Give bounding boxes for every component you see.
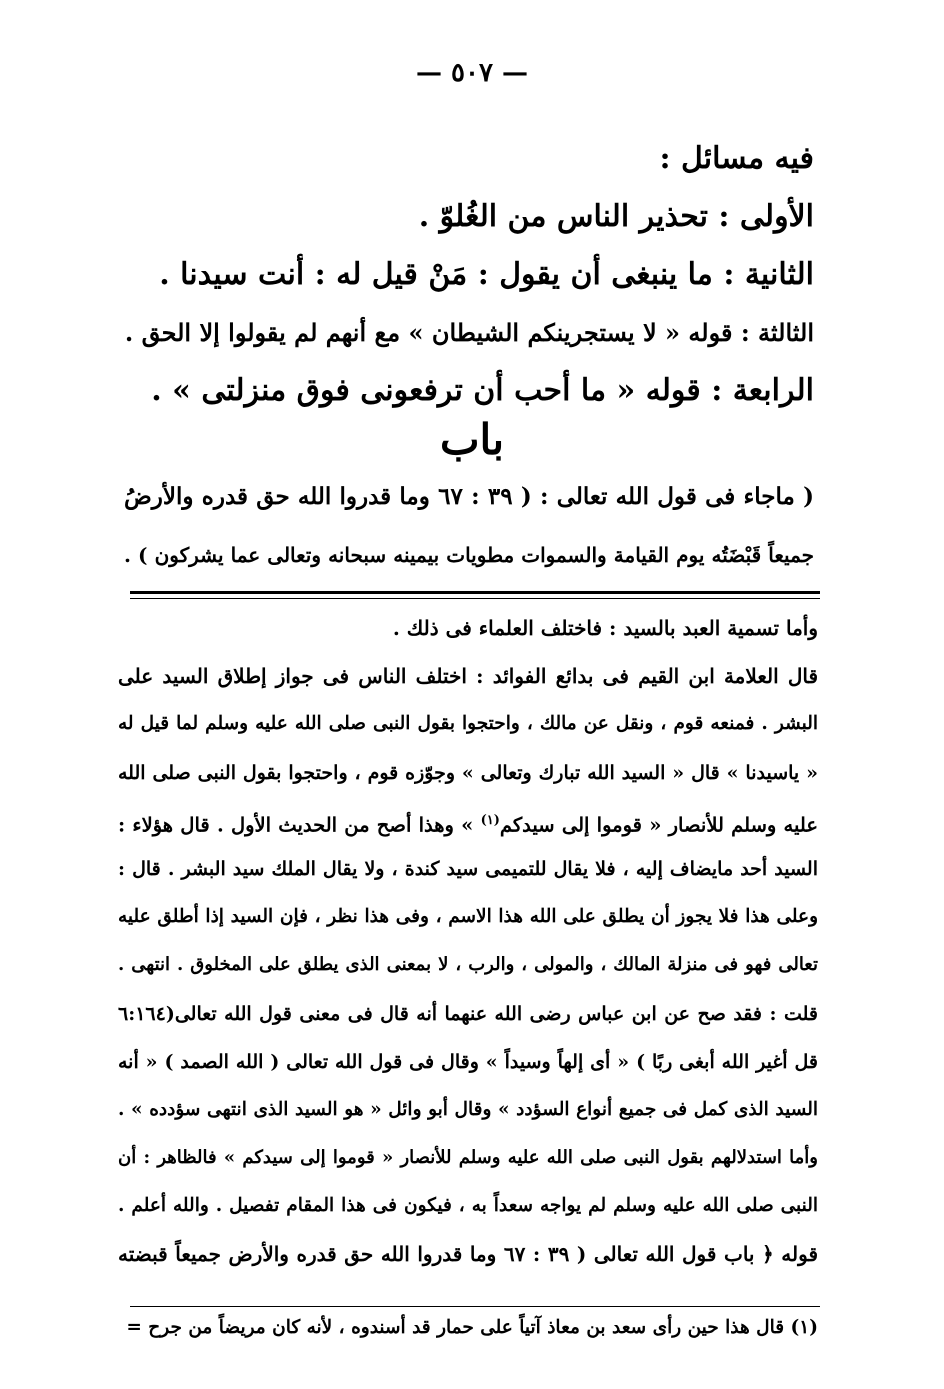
chapter-heading: باب — [439, 415, 505, 464]
issues-section — [114, 130, 814, 420]
commentary-line: وأما استدلالهم بقول النبى صلى الله عليه وسلم للأنصار « قوموا إلى سيدكم » فالظاهر : أن — [118, 1147, 818, 1169]
commentary-line: تعالى فهو فى منزلة المالك ، والمولى ، والرب ، لا بمعنى الذى يطلق على المخلوق . انتهى . — [118, 954, 818, 976]
chapter-title-line: ( ماجاء فى قول الله تعالى : ( ٣٩ : ٦٧ وما قدروا الله حق قدره والأرضُ — [124, 483, 814, 510]
commentary-line: قلت : فقد صح عن ابن عباس رضى الله عنهما أنه قال فى معنى قول الله تعالى(٦:١٦٤ — [118, 1002, 818, 1025]
commentary-section — [118, 604, 818, 1279]
footnote-marker: (١) — [480, 812, 500, 828]
section-divider — [130, 591, 820, 594]
commentary-line: وعلى هذا فلا يجوز أن يطلق على الله هذا الاسم ، وفى هذا نظر ، فإن السيد إذا أطلق عليه — [118, 906, 818, 928]
commentary-line: قوله ﴿ باب قول الله تعالى ( ٣٩ : ٦٧ وما قدروا الله حق قدره والأرض جميعاً قبضته — [118, 1242, 819, 1267]
chapter-title — [124, 468, 814, 584]
issue-item: الثالثة : قوله « لا يستجرينكم الشيطان » مع أنهم لم يقولوا إلا الحق . — [124, 318, 814, 347]
commentary-line-tail: » وهذا أصح من الحديث الأول . قال هؤلاء : — [118, 813, 474, 837]
chapter-title-line: جميعاً قَبْضَتُه يوم القيامة والسموات مطويات بيمينه سبحانه وتعالى عما يشركون ) . — [124, 543, 814, 567]
commentary-line: وأما تسمية العبد بالسيد : فاختلف العلماء فى ذلك . — [392, 616, 818, 640]
commentary-line: قل أغير الله أبغى ربًا ) « أى إلهاً وسيداً » وقال فى قول الله تعالى ( الله الصمد ) « أنه — [118, 1050, 818, 1073]
commentary-line-with-footnote — [118, 797, 818, 845]
commentary-line: السيد أحد مايضاف إليه ، فلا يقال للتميمى سيد كندة ، ولا يقال الملك سيد البشر . قال : — [118, 857, 818, 880]
commentary-line: السيد الذى كمل فى جميع أنواع السؤدد » وقال أبو وائل « هو السيد الذى انتهى سؤدده » . — [118, 1098, 818, 1120]
commentary-line: النبى صلى الله عليه وسلم لم يواجه سعداً به ، فيكون فى هذا المقام تفصيل . والله أعلم . — [118, 1195, 818, 1217]
commentary-line: « ياسيدنا » قال « السيد الله تبارك وتعالى » وجوّزه قوم ، واحتجوا بقول النبى صلى الله — [118, 761, 818, 784]
section-divider-thin — [130, 598, 820, 599]
issues-heading: فيه مسائل : — [659, 141, 814, 176]
issue-item: الرابعة : قوله « ما أحب أن ترفعونى فوق منزلتى » . — [151, 373, 814, 408]
commentary-line: البشر . فمنعه قوم ، ونقل عن مالك ، واحتجوا بقول النبى صلى الله عليه وسلم لما قيل له — [118, 713, 818, 735]
commentary-line-head: عليه وسلم للأنصار « قوموا إلى سيدكم — [499, 813, 818, 837]
footnote-divider — [130, 1306, 820, 1307]
commentary-line: قال العلامة ابن القيم فى بدائع الفوائد : اختلف الناس فى جواز إطلاق السيد على — [118, 664, 818, 689]
issue-item: الأولى : تحذير الناس من الغُلوّ . — [418, 199, 814, 234]
footnote: (١) قال هذا حين رأى سعد بن معاذ آتياً على حمار قد أسندوه ، لأنه كان مريضاً من جرح = — [126, 1317, 818, 1338]
issue-item: الثانية : ما ينبغى أن يقول : مَنْ قيل له : أنت سيدنا . — [159, 257, 814, 292]
page-number: — ٥٠٧ — — [415, 58, 529, 88]
